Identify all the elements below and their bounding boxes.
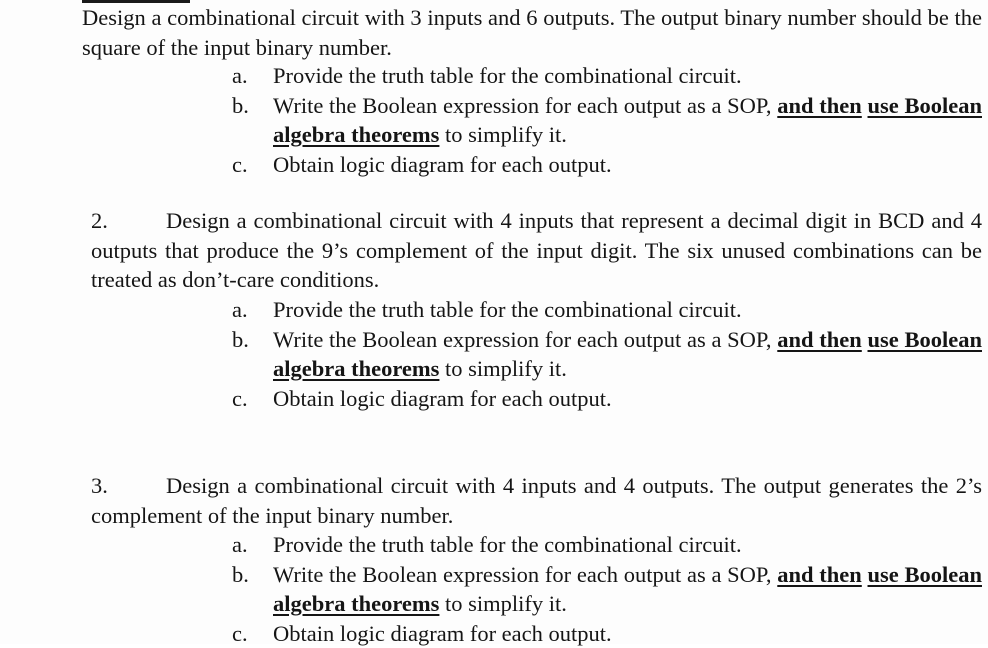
question-1-part-a [232, 61, 982, 91]
question-3-parts [232, 530, 982, 648]
part-letter: a. [232, 61, 248, 91]
part-text: Obtain logic diagram for each output. [273, 152, 612, 177]
part-text: Provide the truth table for the combinational circuit. [273, 532, 742, 557]
part-text: Write the Boolean expression for each output as a SOP, [273, 327, 777, 352]
question-2-text: Design a combinational circuit with 4 inputs that represent a decimal digit in BCD and 4 outputs that produce the 9’s complement of the input digit. The six unused combinations can be treated as don’t-care conditions. [91, 208, 982, 292]
emphasis-boolean-theorems: use Boolean algebra theorems [273, 562, 982, 617]
emphasis-and-then: and then [777, 562, 862, 587]
part-letter: a. [232, 295, 248, 325]
question-2-number: 2. [91, 206, 166, 236]
question-1-part-b [232, 91, 982, 150]
question-3-part-b [232, 560, 982, 619]
part-letter: b. [232, 560, 249, 590]
part-text: Provide the truth table for the combinational circuit. [273, 297, 742, 322]
question-3-intro [91, 471, 982, 530]
question-2-part-c [232, 384, 982, 414]
question-2-parts [232, 295, 982, 413]
question-2-intro [91, 206, 982, 295]
part-text: Obtain logic diagram for each output. [273, 621, 612, 646]
question-1-intro [82, 3, 982, 62]
emphasis-and-then: and then [777, 327, 862, 352]
question-1-text: Design a combinational circuit with 3 inputs and 6 outputs. The output binary number should be the square of the input binary number. [82, 5, 982, 60]
question-3-text: Design a combinational circuit with 4 inputs and 4 outputs. The output generates the 2’s complement of the input binary number. [91, 473, 982, 528]
question-1-parts [232, 61, 982, 179]
part-text-after: to simplify it. [439, 356, 567, 381]
question-2-part-b [232, 325, 982, 384]
part-letter: b. [232, 91, 249, 121]
question-2-part-a [232, 295, 982, 325]
part-letter: b. [232, 325, 249, 355]
part-text-after: to simplify it. [439, 591, 567, 616]
question-3-part-a [232, 530, 982, 560]
part-text-after: to simplify it. [439, 122, 567, 147]
part-text: Obtain logic diagram for each output. [273, 386, 612, 411]
question-3-number: 3. [91, 471, 166, 501]
part-text: Write the Boolean expression for each output as a SOP, [273, 562, 777, 587]
question-1-part-c [232, 150, 982, 180]
emphasis-boolean-theorems: use Boolean algebra theorems [273, 93, 982, 148]
part-letter: c. [232, 619, 248, 648]
part-text: Provide the truth table for the combinational circuit. [273, 63, 742, 88]
part-letter: a. [232, 530, 248, 560]
emphasis-boolean-theorems: use Boolean algebra theorems [273, 327, 982, 382]
part-text: Write the Boolean expression for each output as a SOP, [273, 93, 777, 118]
part-letter: c. [232, 150, 248, 180]
part-letter: c. [232, 384, 248, 414]
emphasis-and-then: and then [777, 93, 862, 118]
